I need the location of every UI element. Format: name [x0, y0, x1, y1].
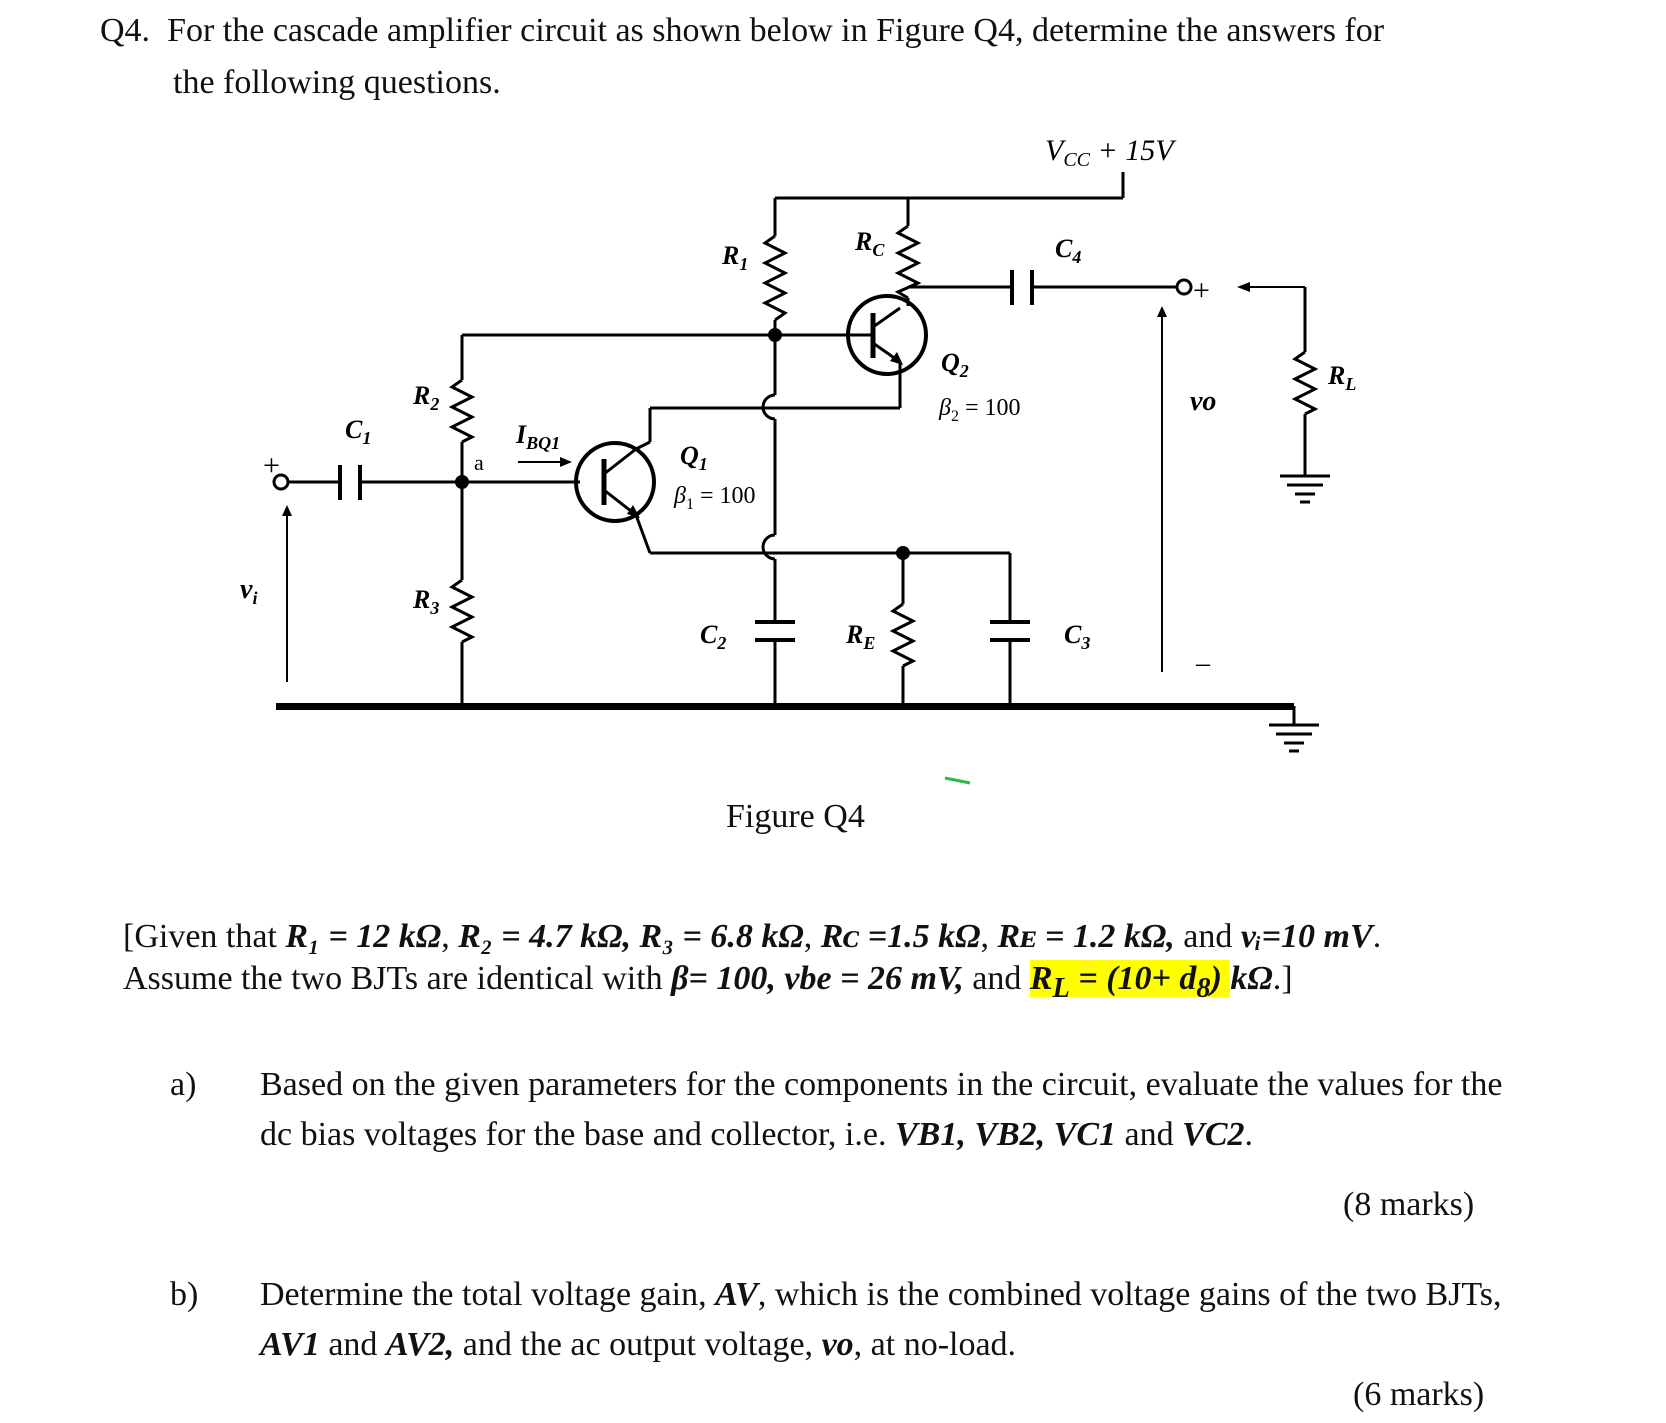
- question-number: Q4.: [100, 12, 151, 49]
- given-values-line2: Assume the two BJTs are identical with β= 100, vbe = 26 mV, and $R_L = (10+ d_8)$ kΩ.]: [123, 960, 1293, 1004]
- r2-resistor: [452, 380, 472, 442]
- ground-icon: [1280, 476, 1330, 502]
- vcc-label: $V_{CC} + 15V$: [1045, 134, 1174, 171]
- re-resistor: [893, 604, 913, 666]
- ibq1-arrow-icon: [560, 457, 572, 467]
- part-b-marks: (6 marks): [1353, 1376, 1485, 1413]
- output-minus-label: –: [1196, 648, 1210, 679]
- arrow-left-icon: [1237, 282, 1250, 292]
- junction-dot: [768, 328, 782, 342]
- r3-resistor: [452, 580, 472, 642]
- r2-label: $R_2$: [413, 381, 440, 414]
- part-a-text: Based on the given parameters for the components in the circuit, evaluate the values for the dc bias voltages for the base and collector, i.e. VB1, VB2, VC1 and VC2.: [260, 1066, 1503, 1153]
- junction-dot: [455, 475, 469, 489]
- output-terminal: [1177, 280, 1191, 294]
- junction-dot: [896, 546, 910, 560]
- part-b-text: Determine the total voltage gain, AV, which is the combined voltage gains of the two BJTs, AV1 and AV2, and the ac output voltage, vo, at no-load.: [260, 1276, 1502, 1363]
- green-tick-mark: [945, 778, 970, 783]
- figure-caption: Figure Q4: [726, 798, 865, 835]
- c3-label: $C_3$: [1064, 620, 1091, 653]
- question-intro-line2: the following questions.: [173, 64, 501, 101]
- part-a-marks: (8 marks): [1343, 1186, 1475, 1223]
- r1-resistor: [765, 236, 785, 320]
- arrow-up-icon: [282, 505, 292, 516]
- rl-label: $R_L$: [1328, 361, 1357, 394]
- q2-label: $Q_2$: [941, 348, 969, 381]
- question-heading: [100, 14, 1384, 48]
- ground-icon: [1269, 725, 1319, 751]
- cascade-amplifier-circuit-diagram: [0, 120, 1666, 810]
- output-plus-label: +: [1193, 274, 1210, 307]
- rl-resistor: [1295, 352, 1315, 414]
- arrow-up-icon: [1157, 306, 1167, 317]
- q1-transistor: [576, 443, 654, 521]
- c4-label: $C_4$: [1055, 234, 1082, 267]
- beta2-label: $\beta_2 = 100$: [939, 395, 1021, 425]
- r3-label: $R_3$: [413, 585, 440, 618]
- input-plus-label: +: [263, 449, 280, 482]
- vo-label: vo: [1190, 386, 1217, 417]
- highlighted-rl-value: $R_L = (10+ d_8)$: [1029, 960, 1231, 1004]
- c1-label: $C_1$: [345, 415, 372, 448]
- q1-label: $Q_1$: [680, 441, 708, 474]
- c2-label: $C_2$: [700, 620, 727, 653]
- re-label: $R_E$: [846, 620, 876, 653]
- r1-label: $R_1$: [722, 241, 749, 274]
- rc-label: $R_C$: [855, 227, 885, 260]
- given-values-line1: [Given that R₁ = 12 kΩ, R₂ = 4.7 kΩ, R₃ = 6.8 kΩ, Rᴄ =1.5 kΩ, Rᴇ = 1.2 kΩ, and vᵢ=10 mV.: [123, 918, 1382, 955]
- node-a-label: a: [474, 450, 484, 475]
- part-b-label: b): [170, 1276, 199, 1313]
- beta1-label: $\beta_1 = 100$: [674, 483, 756, 513]
- q2-emitter-arrow-icon: [890, 352, 903, 365]
- ibq1-label: $I_{BQ1}$: [516, 420, 561, 453]
- question-intro-line1: For the cascade amplifier circuit as shown below in Figure Q4, determine the answers for: [167, 12, 1385, 49]
- vi-label: $v_i$: [240, 574, 258, 608]
- ground-bus: [276, 703, 1294, 710]
- part-a-label: a): [170, 1066, 197, 1103]
